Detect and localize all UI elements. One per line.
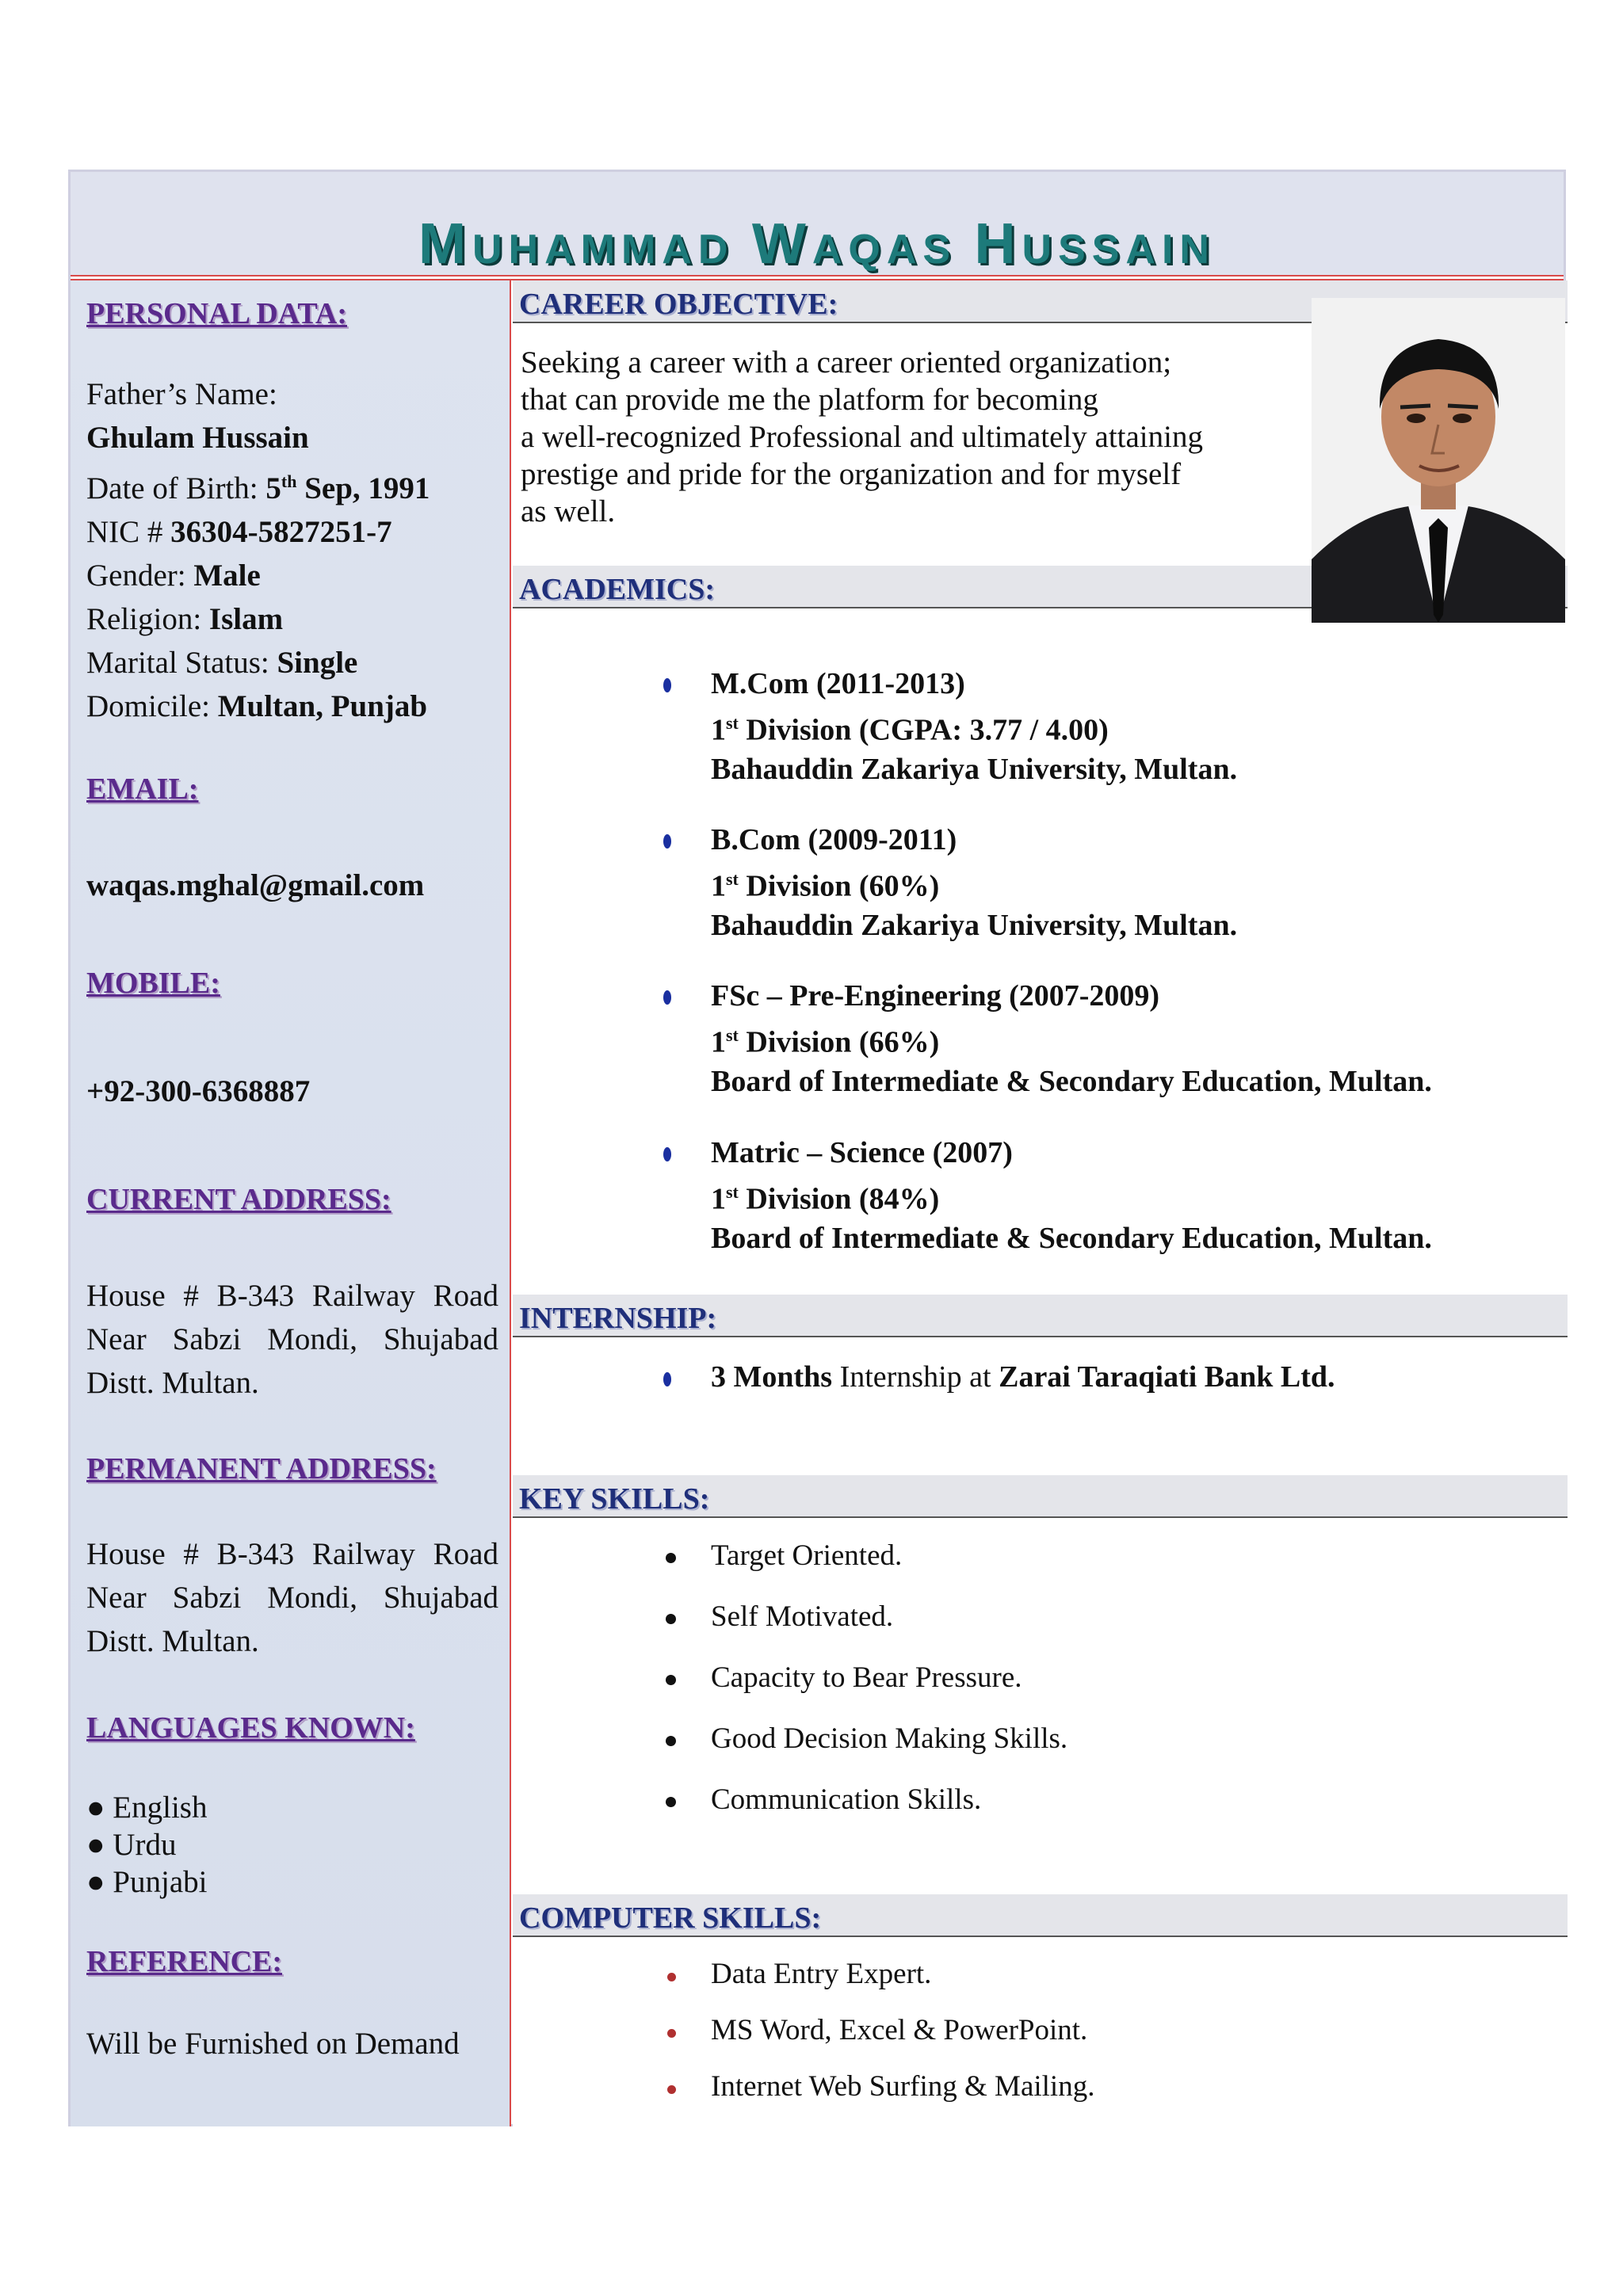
current-address-heading: CURRENT ADDRESS: [86, 1183, 391, 1216]
email-heading: EMAIL: [86, 772, 199, 806]
academic-item: FSc – Pre-Engineering (2007-2009) 1st Division (66%) Board of Intermediate & Secondary Education, Multan. [711, 979, 1432, 1098]
languages-list [86, 1789, 207, 1901]
marital-row: Marital Status: Single [86, 646, 358, 680]
computer-skill-item: Data Entry Expert. [711, 1958, 932, 1990]
language-item: ● English [86, 1791, 208, 1825]
academic-bullet-icon [663, 990, 671, 1005]
key-skill-item: Capacity to Bear Pressure. [711, 1661, 1022, 1694]
computer-skill-bullet-icon [667, 2029, 676, 2038]
domicile-row: Domicile: Multan, Punjab [86, 689, 428, 723]
father-label: Father’s Name: [86, 377, 277, 411]
career-objective-heading: CAREER OBJECTIVE: [513, 280, 1568, 323]
key-skill-item: Target Oriented. [711, 1539, 903, 1572]
academic-item: M.Com (2011-2013) 1st Division (CGPA: 3.77 / 4.00) Bahauddin Zakariya University, Multan. [711, 667, 1238, 786]
internship-bullet-icon [663, 1372, 671, 1386]
dob-row: Date of Birth: 5th Sep, 1991 [86, 471, 430, 505]
profile-photo [1312, 298, 1565, 623]
permanent-address-heading: PERMANENT ADDRESS: [86, 1452, 437, 1486]
skill-bullet-icon [666, 1797, 676, 1807]
key-skills-heading: KEY SKILLS: [513, 1475, 1568, 1518]
right-column [513, 280, 1566, 2126]
resume-frame [68, 170, 1566, 2126]
email-value[interactable]: waqas.mghal@gmail.com [86, 868, 425, 902]
career-objective-text: Seeking a career with a career oriented organization; that can provide me the platform for becoming a well-recognized Professional and ultimately attaining prestige and pride for the organization and for myself as well. [521, 345, 1203, 528]
personal-data-heading: PERSONAL DATA: [86, 297, 348, 330]
mobile-value: +92-300-6368887 [86, 1074, 311, 1108]
skill-bullet-icon [666, 1553, 676, 1563]
gender-row: Gender: Male [86, 559, 261, 593]
candidate-name: MUHAMMAD WAQAS HUSSAIN [418, 212, 1216, 276]
skill-bullet-icon [666, 1736, 676, 1746]
mobile-heading: MOBILE: [86, 967, 220, 1000]
computer-skill-bullet-icon [667, 2085, 676, 2094]
computer-skill-bullet-icon [667, 1973, 676, 1981]
skill-bullet-icon [666, 1614, 676, 1624]
header-band [71, 172, 1564, 277]
academic-bullet-icon [663, 1147, 671, 1161]
key-skill-item: Good Decision Making Skills. [711, 1722, 1068, 1755]
skill-bullet-icon [666, 1675, 676, 1685]
key-skill-item: Self Motivated. [711, 1600, 894, 1633]
language-item: ● Urdu [86, 1828, 177, 1862]
academic-bullet-icon [663, 834, 671, 849]
father-value: Ghulam Hussain [86, 421, 309, 455]
computer-skill-item: MS Word, Excel & PowerPoint. [711, 2014, 1088, 2046]
academic-bullet-icon [663, 678, 671, 692]
current-address-value: House # B-343 Railway Road Near Sabzi Mondi, Shujabad Distt. Multan. [86, 1279, 498, 1400]
reference-heading: REFERENCE: [86, 1945, 283, 1978]
computer-skill-item: Internet Web Surfing & Mailing. [711, 2070, 1095, 2103]
permanent-address-value: House # B-343 Railway Road Near Sabzi Mondi, Shujabad Distt. Multan. [86, 1537, 498, 1658]
personal-data-block [86, 372, 430, 728]
internship-heading: INTERNSHIP: [513, 1295, 1568, 1337]
academic-item: Matric – Science (2007) 1st Division (84%) Board of Intermediate & Secondary Education, Multan. [711, 1136, 1432, 1255]
religion-row: Religion: Islam [86, 602, 284, 636]
computer-skills-heading: COMPUTER SKILLS: [513, 1894, 1568, 1937]
languages-heading: LANGUAGES KNOWN: [86, 1711, 415, 1745]
academics-heading: ACADEMICS: [513, 566, 1568, 608]
left-column [71, 280, 511, 2126]
key-skill-item: Communication Skills. [711, 1783, 982, 1816]
reference-value: Will be Furnished on Demand [86, 2027, 460, 2061]
internship-text: 3 Months Internship at Zarai Taraqiati Bank Ltd. [711, 1360, 1335, 1394]
nic-row: NIC # 36304-5827251-7 [86, 515, 392, 549]
portrait-icon [1312, 298, 1565, 623]
academic-item: B.Com (2009-2011) 1st Division (60%) Bahauddin Zakariya University, Multan. [711, 823, 1238, 942]
language-item: ● Punjabi [86, 1865, 208, 1899]
